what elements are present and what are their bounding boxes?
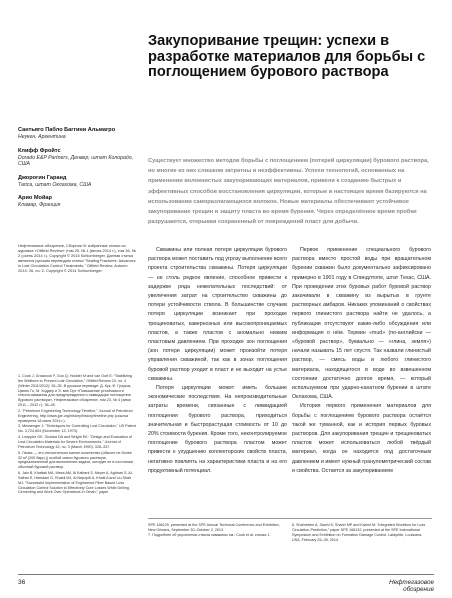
reference-list [18,374,136,496]
footnote-item: 8. Shahrebbe A, Sawhi S, Shahri MP and Karimi M: "Integrated Workflow for Loss Circulation Prediction," paper SPE 168132, presented at the SPE International Symposium and Exhibition on Formation Damage Control, Lafayette, Louisiana, USA, February 26–28, 2014. [292,523,426,542]
footnotes-left [148,523,287,538]
author-block [18,195,136,209]
publication-info: Нефтегазовое обозрение, Сборник III: избранные статьи из журнала «Oilfield Review» (том 25, № 1 (весна 2014 г.), том 26, № 2 (осень 2014 г.). Copyright © 2015 Schlumberger. Данная статья является русским переводом статьи "Sealing Fractures: Advances in Lost Circulation Control Treatments," Oilfield Review, Autumn 2014: 26, no. 2. Copyright © 2014 Schlumberger. [18,243,136,274]
author-block [18,127,136,141]
footer-divider [18,574,434,575]
reference-item: 3. Messenger J: "Techniques for Controlling Lost Circulation," US Patent No. 3,724,604 (November 13, 1973). [18,424,136,434]
footnotes-right [292,523,431,542]
reference-item: 6. Jain B, Khattak MA, Mesa AM, Al Kalbani S, Meyer A, Aghbari S, Al-Safran E, Hamdani G, Khaldi MJ, Al Nepupiti A, Khalil A and Liu Shah MJ: "Successful Implementation of Engineered Fiber Based Loss Circulation Control Solution to Effectively Cure Losses While Drilling, Cementing and Work Over Operations in Oman," paper [18,471,133,495]
journal-name: Нефтегазовое обозрение [389,579,434,593]
body-paragraph: Потеря циркуляции может иметь большие экономические последствия. На непроизводительные затраты времени, связанные с ликвидацией поглощения бурового раствора, приходиться значительная и быстрорастущая стоимость от 10 до 20% стоимости бурения. Кроме того, неконтролируемое поглощение бурового раствора пластом может привести к ухудшению коллекторских свойств пласта, негативно повлиять на характеристики пласта и на его продуктивный потенциал. [148,385,287,474]
footnote-item: 7. Подробнее об упрочнении ствола скважины см.: Cook et al, сноска 1. [148,532,271,537]
author-affiliation: Неукен, Аргентина [18,134,66,140]
body-column-right [292,246,431,476]
author-name: Арио Мойар [18,195,52,202]
author-block [18,175,136,189]
article-title: Закупоривание трещин: успехи в разработке материалов для борьбы с поглощением бурового раствора [148,33,426,80]
body-paragraph: История первого применения материалов для борьбы с поглощением бурового раствора остаётся такой же туманной, как и история первых буровых растворов. Для закупоривания трещин и трещиноватых пластов может использоваться любой твёрдый материал, когда он находится под достаточным давлением и имеет нужный гранулометрический состав и свойства. Остается за закупориванием [292,403,431,474]
author-block [18,148,136,168]
footnote-item: SPE 166129, presented at the SPE Annual Technical Conference and Exhibition, New Orleans, September 30–October 2, 2013. [148,523,280,532]
body-paragraph: Скважины или полная потеря циркуляции бурового раствора может поставить под угрозу выполнение всего проекта строительства скважины. Потеря циркуляции — не столь редкое явление, способное привести к задержке ряда нежелательных последствий: от увеличения затрат на строительство скважины до потери устойчивости ствола. В большинстве случаев потеря циркуляции возникает при проходке трещиноватых, кавернозных или высокопроницаемых пластов, а также пластов с аномально низким пластовым давлением. При проходке зон поглощения (зон потери циркуляции) может произойти потеря управления скважиной, так как в зонах поглощения буровой раствор уходит в пласт и не выходит на устье скважины. [148,247,287,382]
body-paragraph: Первое применение специального бурового раствора вместо простой воды при вращательном бурении скважин было документально зафиксировано примерно в 1901 году в Спиндлтопе, штат Техас, США. При проведении этих буровых работ буровой раствор закачивали в скважину из вырытых в грунте растворных амбаров. Никаких упоминаний о свойствах первого глинистого раствора найти не удалось, а публикации отсутствуют какие-либо обсуждения или информация о нём. Термин «mud» (по-английски — «буровой раствор», буквально — «глина, земля») начали называть 15 лет спустя. Так назвали глинистый раствор, — смесь воды и любого глинистого материала, находящегося в воде во взвешенном состоянии достаточно долгое время, — который используемом при ударно-канатном бурении в штате Оклахома, США. [292,247,431,401]
reference-item: 2. "Petroleum Engineering Technology Timeline," Journal of Petroleum Engineering, http://www.jpe.org/history/history/timeline.php (ссылка проверена 18 июня 2014 г.). [18,408,133,423]
author-name: Сантьяго Пабло Баггини Альмагро [18,127,116,133]
page-number: 36 [18,579,26,586]
reference-item: 4. Loeppke GE, Glowka DA and Wright EK: "Design and Evaluation of Lost-Circulation Materials for Severe Environments," Journal of Petroleum Technology 42, no. 3 (March 1990): 328–337. [18,435,132,449]
author-affiliation: Dorado E&P Partners, Денвер, штат Колорадо, США [18,154,134,168]
footnote-divider [148,518,432,519]
author-list [18,127,136,216]
author-name: Клифф Фройтс [18,147,61,154]
author-name: Джорогин Гаранд [18,174,67,181]
author-affiliation: Кламар, Франция [18,202,61,209]
lead-paragraph: Существует множество методов борьбы с поглощением (потерей циркуляции) бурового раствора, но многие из них слишком затратны и неэффективны. Успехи технологий, основанных на применении волокнистых закупоривающих материалов, привели к созданию быстрых и эффективных способов восстановления циркуляции, которые в настоящее время базируются на использовании саморазлагающихся волокон. Новые материалы обеспечивают устойчивое закупоривание трещин и защиту пласта во время бурения. Через определённое время пробки разрушаются, открывая сохраненный от повреждений пласт для добычи. [148,158,429,226]
body-column-left [148,246,287,476]
author-affiliation: Тапса, штат Оклахома, США [18,181,92,188]
reference-item: 5. Пачка — это относительно малое количество (обычно не более 32 м³ (200 барр.)) особой смеси бурового раствора, предназначенной для выполнения задачи, которую не в состоянии обычный буровой раствор. [18,450,133,470]
reference-item: 1. Cook J, Growcock F, Guo Q, Hodder M and van Oort E: "Stabilizing the Wellbore to Prevent Lost Circulation," Oilfield Review 23, no. 4 (Winter 2011/2012): 26–35. В русском переводе: Д. Кук, Ф. Гроукок, Цзюнь Го, М. Ходдер и Э. ван Орт «Повышение устойчивости ствола скважины для предупреждения и ликвидации поглощения бурового раствора», Нефтегазовое обозрение, том 23, № 4 (зима 2011 – 2012 г.): 36–45. [18,374,133,408]
